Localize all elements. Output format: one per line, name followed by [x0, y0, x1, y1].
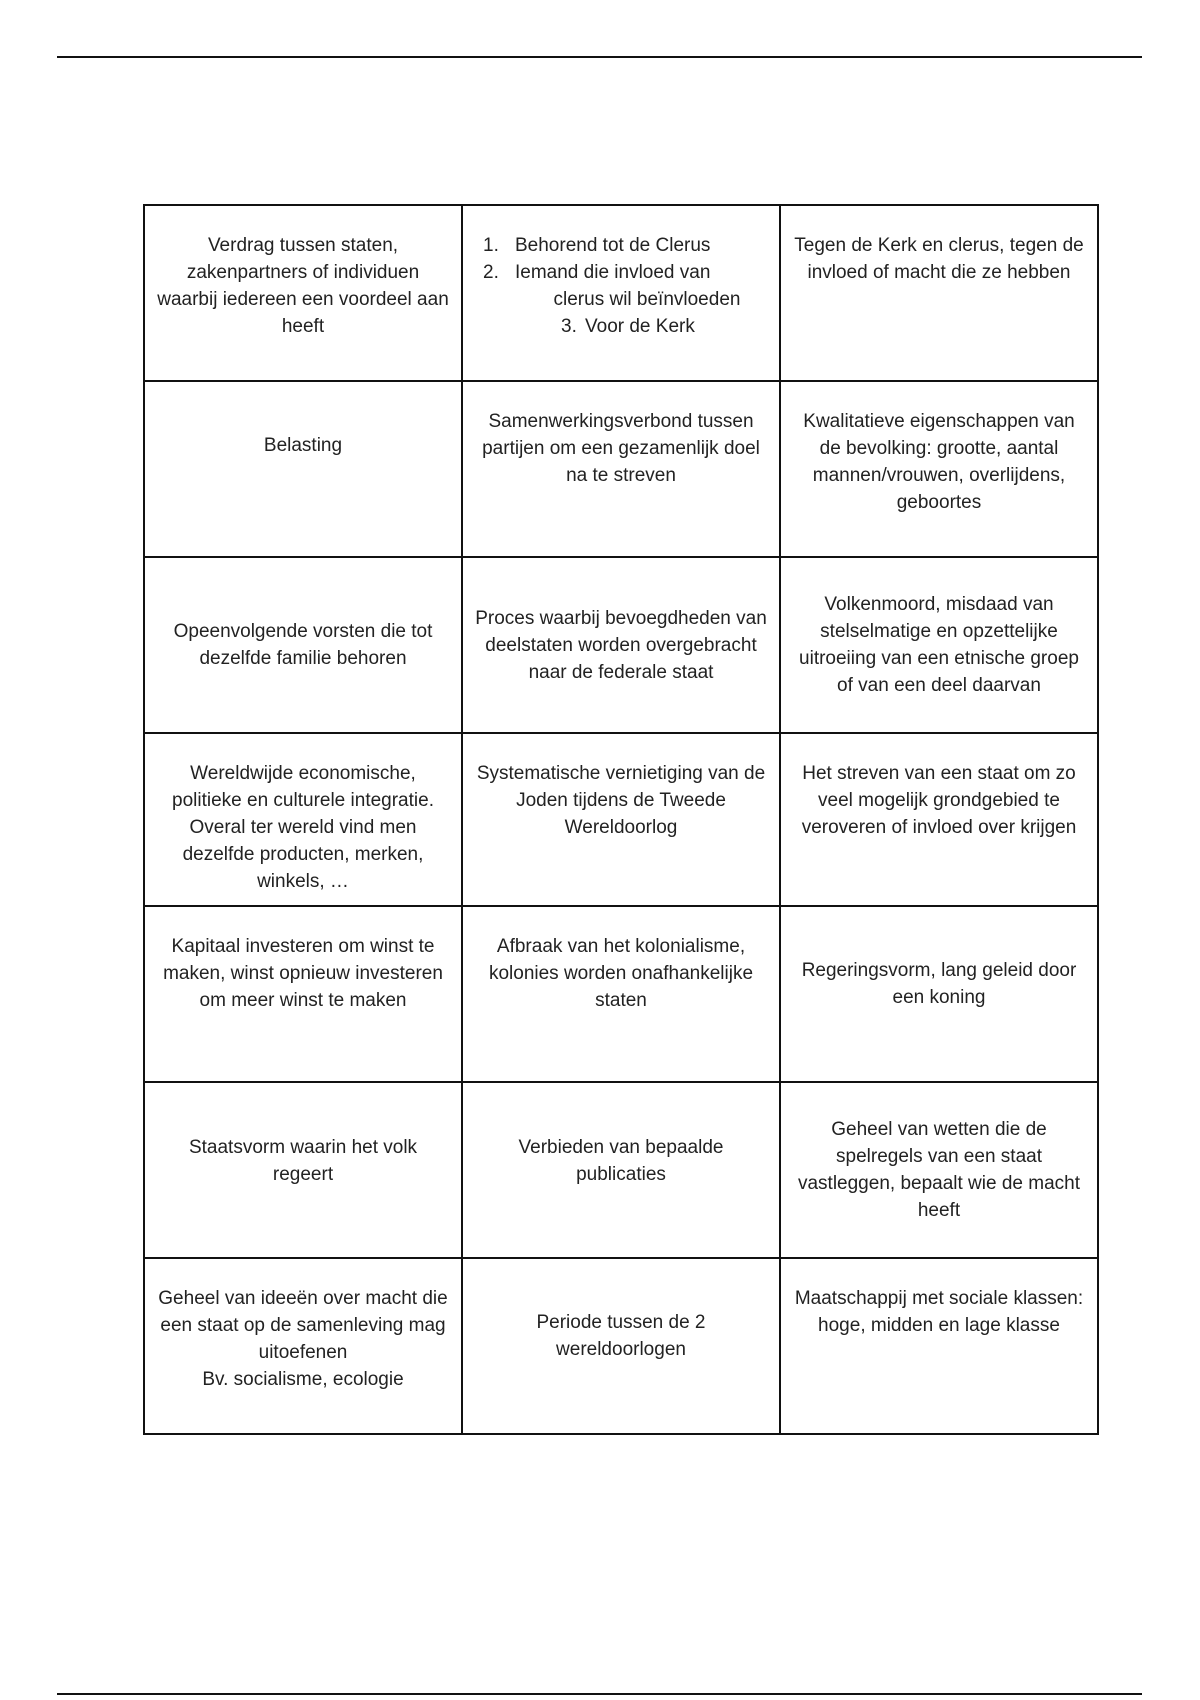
cell-text: Regeringsvorm, lang geleid door een koning: [801, 960, 1077, 1008]
cell-text: Kapitaal investeren om winst te maken, winst opnieuw investeren om meer winst te maken: [163, 936, 443, 1011]
cell-text: Tegen de Kerk en clerus, tegen de invloed of macht die ze hebben: [794, 235, 1084, 283]
cell-text: Systematische vernietiging van de Joden tijdens de Tweede Wereldoorlog: [476, 763, 766, 838]
list-item-text: Iemand die invloed van: [515, 262, 711, 283]
footer-rule: [57, 1693, 1142, 1695]
numbered-list: [475, 232, 767, 340]
definition-cell: [144, 906, 462, 1082]
table-row: [144, 381, 1098, 557]
cell-text: Staatsvorm waarin het volk regeert: [188, 1137, 418, 1185]
definition-cell: [780, 557, 1098, 733]
list-item-text: Voor de Kerk: [585, 316, 695, 337]
definition-cell: [144, 205, 462, 381]
list-item-text: clerus wil beïnvloeden: [553, 289, 741, 310]
table-row: [144, 205, 1098, 381]
definition-cell: [144, 733, 462, 906]
definition-cell: [780, 906, 1098, 1082]
list-item-text: Behorend tot de Clerus: [515, 235, 711, 256]
table-row: [144, 733, 1098, 906]
definition-cell: [462, 557, 780, 733]
table-row: [144, 1082, 1098, 1258]
list-item-continuation: [475, 286, 767, 313]
definition-cell: [144, 381, 462, 557]
cell-text: Opeenvolgende vorsten die tot dezelfde familie behoren: [173, 621, 433, 669]
definition-cell: [780, 1082, 1098, 1258]
cell-text: Periode tussen de 2 wereldoorlogen: [536, 1312, 706, 1360]
cell-text: Kwalitatieve eigenschappen van de bevolking: grootte, aantal mannen/vrouwen, overlijdens, geboortes: [803, 411, 1075, 513]
list-number: 1.: [483, 235, 499, 256]
table-row: [144, 557, 1098, 733]
cell-example-text: Bv. socialisme, ecologie: [202, 1369, 404, 1390]
definition-cell: [462, 1082, 780, 1258]
cell-text: Verdrag tussen staten, zakenpartners of individuen waarbij iedereen een voordeel aan heeft: [157, 235, 449, 337]
cell-text: Geheel van wetten die de spelregels van een staat vastleggen, bepaalt wie de macht heeft: [797, 1119, 1080, 1221]
definition-cell: [462, 205, 780, 381]
cell-text: Volkenmoord, misdaad van stelselmatige en opzettelijke uitroeiing van een etnische groep of van een deel daarvan: [799, 594, 1079, 696]
cell-text: Afbraak van het kolonialisme, kolonies worden onafhankelijke staten: [488, 936, 754, 1011]
definition-cell: [780, 1258, 1098, 1434]
definition-cell: [780, 205, 1098, 381]
cell-text: Belasting: [263, 435, 343, 456]
definition-cell: [144, 1258, 462, 1434]
list-item: [475, 313, 767, 340]
list-item: [475, 232, 767, 259]
cell-text: Geheel van ideeën over macht die een staat op de samenleving mag uitoefenen: [158, 1288, 448, 1363]
definitions-table: [143, 204, 1099, 1435]
definition-cell: [144, 557, 462, 733]
definition-cell: [144, 1082, 462, 1258]
cell-text: Wereldwijde economische, politieke en culturele integratie. Overal ter wereld vind men dezelfde producten, merken, winkels, …: [172, 763, 434, 892]
header-rule: [57, 56, 1142, 58]
definition-cell: [462, 906, 780, 1082]
list-number: 3.: [561, 316, 577, 337]
cell-text: Verbieden van bepaalde publicaties: [518, 1137, 724, 1185]
cell-text: Samenwerkingsverbond tussen partijen om een gezamenlijk doel na te streven: [482, 411, 760, 486]
definition-cell: [462, 1258, 780, 1434]
cell-text: Het streven van een staat om zo veel mogelijk grondgebied te veroveren of invloed over krijgen: [801, 763, 1077, 838]
cell-text: Proces waarbij bevoegdheden van deelstaten worden overgebracht naar de federale staat: [475, 607, 767, 683]
list-number: 2.: [483, 262, 499, 283]
definition-cell: [780, 733, 1098, 906]
table-row: [144, 1258, 1098, 1434]
definition-cell: [462, 733, 780, 906]
list-item: [475, 259, 767, 286]
definition-cell: [780, 381, 1098, 557]
cell-text: Maatschappij met sociale klassen: hoge, midden en lage klasse: [794, 1288, 1084, 1336]
definition-cell: [462, 381, 780, 557]
table-row: [144, 906, 1098, 1082]
